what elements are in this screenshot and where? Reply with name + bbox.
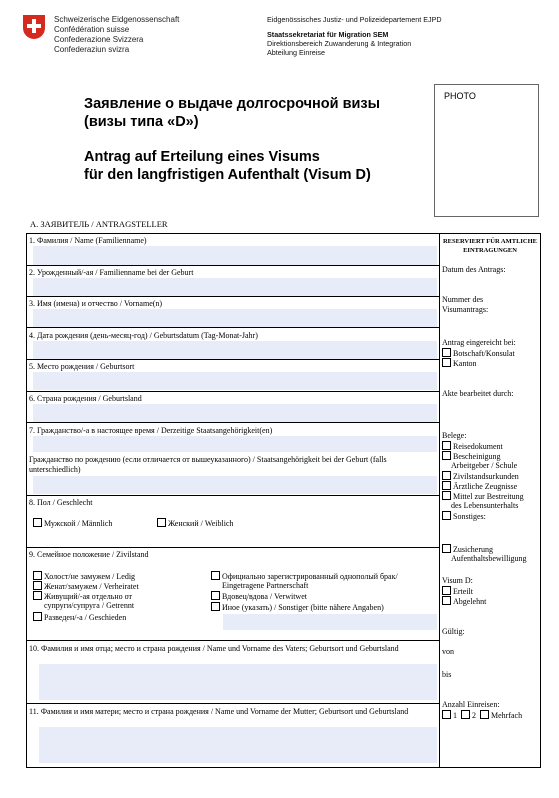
secretariat: Staatssekretariat für Migration SEM [267, 30, 389, 39]
entries-multiple-label: Mehrfach [491, 711, 523, 720]
field-5-label: 5. Место рождения / Geburtsort [29, 362, 135, 371]
department: Eidgenössisches Justiz- und Polizeidepartement EJPD [267, 15, 442, 24]
evidence-means-label: Mittel zur Bestreitung [453, 492, 524, 501]
field-7-label: 7. Гражданство/-а в настоящее время / Derzeitige Staatsangehörigkeit(en) [29, 426, 273, 435]
entries-two-label: 2 [472, 711, 476, 720]
evidence-medical-label: Ärztliche Zeugnisse [453, 482, 518, 491]
valid-from-label: von [442, 647, 454, 656]
division: Abteilung Einreise [267, 48, 325, 57]
sex-male-option[interactable] [33, 518, 112, 529]
checkbox[interactable] [442, 481, 451, 490]
checkbox[interactable] [442, 348, 451, 357]
applicant-form [26, 233, 440, 768]
status-other-input[interactable] [223, 614, 437, 630]
field-2-label: 2. Урожденный/-ая / Familienname bei der Geburt [29, 268, 194, 277]
field-10-label: 10. Фамилия и имя отца; место и страна рождения / Name und Vorname des Vaters; Geburtsort und Geburtsland [29, 644, 399, 653]
title-ru-line-2: (визы типа «D») [84, 114, 199, 130]
evidence-means[interactable] [442, 491, 524, 502]
entries-two-option[interactable] [461, 711, 476, 720]
canton-option[interactable] [442, 358, 477, 369]
confederation-names [54, 15, 179, 55]
checkbox[interactable] [442, 358, 451, 367]
confederation-it: Confederazione Svizzera [54, 35, 144, 44]
granted-label: Erteilt [453, 587, 473, 596]
entries-one-label: 1 [453, 711, 457, 720]
confederation-de: Schweizerische Eidgenossenschaft [54, 15, 180, 24]
evidence-label: Belege: [442, 431, 467, 440]
assurance-label-2: Aufenthaltsbewilligung [451, 554, 527, 563]
official-use-header-line-2: EINTRAGUNGEN [463, 247, 517, 254]
checkbox[interactable] [33, 612, 42, 621]
checkbox[interactable] [211, 602, 220, 611]
evidence-medical[interactable] [442, 481, 517, 492]
evidence-travel-document-label: Reisedokument [453, 442, 503, 451]
current-nationality-input[interactable] [33, 436, 437, 452]
title-german [84, 148, 371, 184]
checkbox[interactable] [442, 710, 451, 719]
refused-label: Abgelehnt [453, 597, 487, 606]
sex-female-label: Женский / Weiblich [168, 519, 234, 528]
embassy-option[interactable] [442, 348, 515, 359]
sex-male-label: Мужской / Männlich [44, 519, 113, 528]
refused-option[interactable] [442, 596, 486, 607]
valid-label: Gültig: [442, 627, 465, 636]
title-russian [84, 95, 380, 131]
status-married-label: Женат/замужем / Verheiratet [44, 582, 139, 591]
field-8-label: 8. Пол / Geschlecht [29, 498, 93, 507]
checkbox[interactable] [33, 591, 42, 600]
entries-multiple-option[interactable] [480, 711, 522, 720]
checkbox[interactable] [33, 518, 42, 527]
official-use-header [440, 237, 540, 255]
status-divorced-option[interactable] [33, 612, 126, 623]
evidence-travel-document[interactable] [442, 441, 503, 452]
valid-to-label: bis [442, 670, 452, 679]
confederation-rm: Confederaziun svizra [54, 45, 130, 54]
evidence-means-label-2: des Lebensunterhalts [451, 501, 519, 510]
granted-option[interactable] [442, 586, 473, 597]
status-other-option[interactable] [211, 602, 384, 613]
mother-details-input[interactable] [39, 727, 437, 763]
evidence-certificate[interactable] [442, 451, 501, 462]
evidence-civil-status-label: Zivilstandsurkunden [453, 472, 519, 481]
status-other-label: Иное (указать) / Sonstiger (bitte nähere Angaben) [222, 603, 384, 612]
checkbox[interactable] [442, 511, 451, 520]
processed-by-label: Akte bearbeitet durch: [442, 389, 514, 398]
application-number-label-1: Nummer des [442, 295, 484, 304]
application-number-label-2: Visumantrags: [442, 305, 489, 314]
field-11-label: 11. Фамилия и имя матери; место и страна рождения / Name und Vorname der Mutter; Geburtsort und Geburtsland [29, 707, 409, 716]
checkbox[interactable] [33, 571, 42, 580]
birth-nationality-input[interactable] [33, 476, 437, 494]
photo-box [434, 84, 539, 217]
evidence-certificate-label: Bescheinigung [453, 452, 501, 461]
status-separated-label-2: супруги/супруга / Getrennt [44, 601, 135, 610]
checkbox[interactable] [442, 451, 451, 460]
photo-label: PHOTO [444, 91, 476, 101]
status-divorced-label: Разведен/-а / Geschieden [44, 613, 127, 622]
checkbox[interactable] [461, 710, 470, 719]
status-widowed-label: Вдовец/вдова / Verwitwet [222, 592, 307, 601]
checkbox[interactable] [157, 518, 166, 527]
checkbox[interactable] [442, 544, 451, 553]
directorate: Direktionsbereich Zuwanderung & Integration [267, 39, 412, 48]
assurance-option[interactable] [442, 544, 493, 555]
status-partnership-label: Официально зарегистрированный однополый брак/ [222, 572, 398, 581]
evidence-other[interactable] [442, 511, 486, 522]
submitted-at-label: Antrag eingereicht bei: [442, 338, 516, 347]
field-4-label: 4. Дата рождения (день-месяц-год) / Geburtsdatum (Tag-Monat-Jahr) [29, 331, 258, 340]
field-1-label: 1. Фамилия / Name (Familienname) [29, 236, 147, 245]
checkbox[interactable] [442, 596, 451, 605]
title-ru-line-1: Заявление о выдаче долгосрочной визы [84, 96, 381, 112]
field-3-label: 3. Имя (имена) и отчество / Vorname(n) [29, 299, 163, 308]
application-date-label: Datum des Antrags: [442, 265, 506, 274]
status-separated-label: Живущий/-ая отдельно от [44, 592, 133, 601]
title-de-line-2: für den langfristigen Aufenthalt (Visum D) [84, 167, 371, 183]
checkbox[interactable] [442, 441, 451, 450]
entries-label: Anzahl Einreisen: [442, 700, 500, 709]
status-widowed-option[interactable] [211, 591, 307, 602]
evidence-certificate-label-2: Arbeitgeber / Schule [451, 461, 518, 470]
birth-surname-input[interactable] [33, 278, 437, 296]
status-single-label: Холост/не замужем / Ledig [44, 572, 136, 581]
field-7b-label: Гражданство по рождению (если отличается от вышеуказанного) / Staatsangehörigkeit bei der Geburt (falls unterschiedlich) [29, 455, 387, 474]
section-a-heading: A. ЗАЯВИТЕЛЬ / ANTRAGSTELLER [30, 219, 168, 229]
official-use-column [440, 233, 541, 768]
official-use-header-line-1: RESERVIERT FÜR AMTLICHE [442, 238, 538, 245]
birth-place-input[interactable] [33, 372, 437, 390]
checkbox[interactable] [33, 581, 42, 590]
first-names-input[interactable] [33, 309, 437, 327]
birth-country-input[interactable] [33, 404, 437, 422]
evidence-other-label: Sonstiges: [453, 512, 486, 521]
checkbox[interactable] [480, 710, 489, 719]
father-details-input[interactable] [39, 664, 437, 700]
checkbox[interactable] [211, 591, 220, 600]
checkbox[interactable] [211, 571, 220, 580]
surname-input[interactable] [33, 246, 437, 265]
field-9-label: 9. Семейное положение / Zivilstand [29, 550, 149, 559]
checkbox[interactable] [442, 471, 451, 480]
evidence-civil-status[interactable] [442, 471, 519, 482]
assurance-label: Zusicherung [453, 545, 493, 554]
swiss-coat-of-arms [23, 15, 45, 39]
visa-d-label: Visum D: [442, 576, 473, 585]
checkbox[interactable] [442, 491, 451, 500]
embassy-label: Botschaft/Konsulat [453, 349, 515, 358]
checkbox[interactable] [442, 586, 451, 595]
confederation-fr: Confédération suisse [54, 25, 130, 34]
entries-one-option[interactable] [442, 711, 457, 720]
status-partnership-label-2: Eingetragene Partnerschaft [222, 581, 309, 590]
title-de-line-1: Antrag auf Erteilung eines Visums [84, 149, 320, 165]
entries-options [442, 710, 522, 721]
sex-female-option[interactable] [157, 518, 234, 529]
department-block [267, 15, 442, 57]
canton-label: Kanton [453, 359, 477, 368]
field-6-label: 6. Страна рождения / Geburtsland [29, 394, 142, 403]
birth-date-input[interactable] [33, 341, 437, 359]
